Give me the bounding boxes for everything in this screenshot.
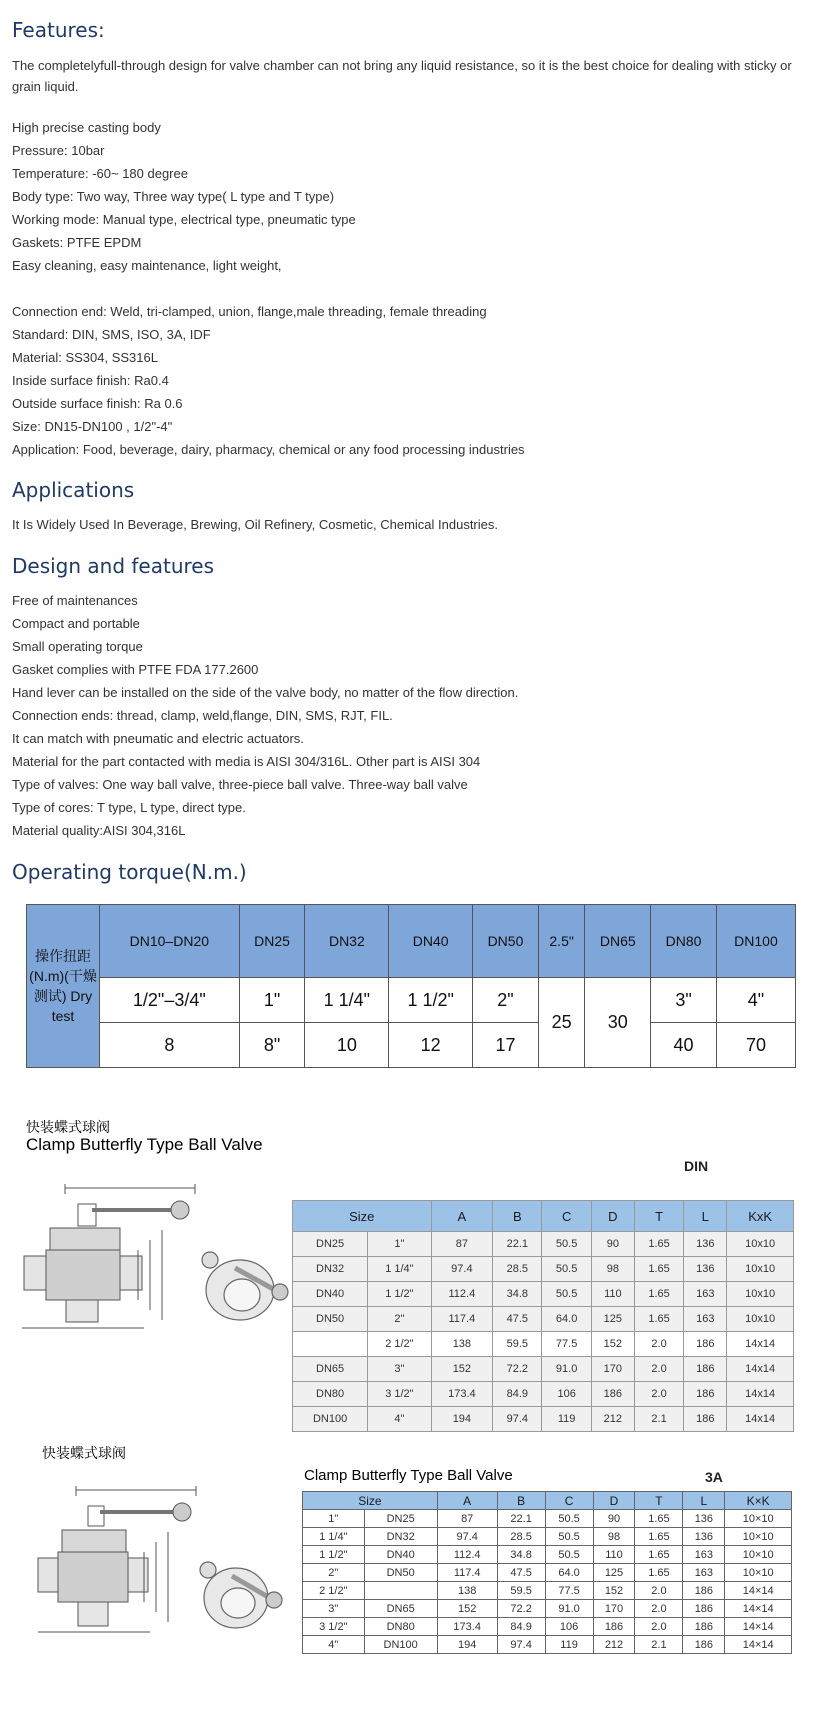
design-item: Type of valves: One way ball valve, three-piece ball valve. Three-way ball valve — [12, 777, 468, 792]
cell: 186 — [683, 1600, 725, 1618]
din-en-title: Clamp Butterfly Type Ball Valve — [26, 1135, 263, 1154]
cell: DN100 — [364, 1636, 437, 1654]
cell: 212 — [591, 1407, 634, 1432]
cell: 28.5 — [493, 1257, 542, 1282]
spec-header-cell: D — [593, 1492, 635, 1510]
cell: 110 — [593, 1546, 635, 1564]
table-row — [293, 1357, 794, 1382]
cell: 64.0 — [542, 1307, 591, 1332]
spec-header-cell: K×K — [725, 1492, 792, 1510]
cell: DN40 — [364, 1546, 437, 1564]
torque-value-cell: 10 — [305, 1023, 389, 1068]
torque-size-cell: 3" — [651, 978, 717, 1023]
cell: 194 — [437, 1636, 497, 1654]
cell: 10x10 — [727, 1257, 794, 1282]
cell: 186 — [684, 1332, 727, 1357]
cell: 125 — [593, 1564, 635, 1582]
spec-header-cell: L — [684, 1201, 727, 1232]
cell: 87 — [437, 1510, 497, 1528]
cell: 138 — [431, 1332, 493, 1357]
cell: 2.1 — [634, 1407, 683, 1432]
cell: 3 1/2" — [368, 1382, 431, 1407]
torque-size-cell: 1 1/2" — [389, 978, 473, 1023]
spec-header-cell: T — [635, 1492, 683, 1510]
cell: 14x14 — [727, 1357, 794, 1382]
torque-value-cell: 12 — [389, 1023, 473, 1068]
cell: 98 — [593, 1528, 635, 1546]
spec-header-cell: Size — [303, 1492, 438, 1510]
cell: 14×14 — [725, 1636, 792, 1654]
table-row — [293, 1257, 794, 1282]
torque-corner-label: 操作扭距(N.m)(干燥测试) Dry test — [27, 905, 100, 1068]
design-item: Hand lever can be installed on the side of the valve body, no matter of the flow direction. — [12, 685, 519, 700]
torque-size-cell: 1 1/4" — [305, 978, 389, 1023]
cell: 14x14 — [727, 1332, 794, 1357]
torque-header-cell: 2.5" — [538, 905, 585, 978]
cell: 50.5 — [542, 1257, 591, 1282]
feature-item: Inside surface finish: Ra0.4 — [12, 373, 169, 388]
cell: 2.1 — [635, 1636, 683, 1654]
cell: 77.5 — [545, 1582, 593, 1600]
feature-item: Working mode: Manual type, electrical type, pneumatic type — [12, 212, 356, 227]
cell: 106 — [542, 1382, 591, 1407]
cell: 152 — [431, 1357, 493, 1382]
cell: 117.4 — [437, 1564, 497, 1582]
cell: 186 — [684, 1382, 727, 1407]
cell: 14×14 — [725, 1582, 792, 1600]
design-item: Compact and portable — [12, 616, 140, 631]
table-row — [293, 1282, 794, 1307]
cell: DN40 — [293, 1282, 368, 1307]
feature-item: Application: Food, beverage, dairy, pharmacy, chemical or any food processing industries — [12, 442, 525, 457]
cell: 47.5 — [497, 1564, 545, 1582]
cell: 72.2 — [493, 1357, 542, 1382]
cell: 163 — [684, 1307, 727, 1332]
cell: 110 — [591, 1282, 634, 1307]
cell: 77.5 — [542, 1332, 591, 1357]
spec-header-cell: T — [634, 1201, 683, 1232]
cell: 163 — [683, 1564, 725, 1582]
cell: 97.4 — [437, 1528, 497, 1546]
cell: 50.5 — [542, 1282, 591, 1307]
cell: 186 — [591, 1382, 634, 1407]
cell: 186 — [683, 1582, 725, 1600]
cell: 91.0 — [545, 1600, 593, 1618]
feature-item: Standard: DIN, SMS, ISO, 3A, IDF — [12, 327, 211, 342]
cell: 4" — [368, 1407, 431, 1432]
design-item: Type of cores: T type, L type, direct type. — [12, 800, 246, 815]
din-cn-title: 快装蝶式球阀 — [26, 1120, 110, 1136]
design-item: Small operating torque — [12, 639, 143, 654]
cell: 2" — [368, 1307, 431, 1332]
cell: 2.0 — [635, 1582, 683, 1600]
torque-size-cell: 1" — [239, 978, 305, 1023]
cell: 1" — [368, 1232, 431, 1257]
cell — [293, 1332, 368, 1357]
valve-drawing-din — [20, 1180, 290, 1340]
table-row — [293, 1382, 794, 1407]
cell: 112.4 — [437, 1546, 497, 1564]
cell: DN25 — [364, 1510, 437, 1528]
a3-en-title: Clamp Butterfly Type Ball Valve — [304, 1467, 513, 1484]
cell: 2 1/2" — [303, 1582, 365, 1600]
cell: 3" — [303, 1600, 365, 1618]
cell: 2.0 — [634, 1332, 683, 1357]
cell: 14×14 — [725, 1618, 792, 1636]
cell: 1.65 — [635, 1564, 683, 1582]
cell: 90 — [591, 1232, 634, 1257]
cell: 106 — [545, 1618, 593, 1636]
spec-header-cell: C — [545, 1492, 593, 1510]
table-row — [303, 1618, 792, 1636]
cell: 3 1/2" — [303, 1618, 365, 1636]
torque-heading: Operating torque(N.m.) — [12, 860, 247, 884]
cell: 186 — [593, 1618, 635, 1636]
cell: DN32 — [293, 1257, 368, 1282]
cell: DN100 — [293, 1407, 368, 1432]
table-row — [303, 1528, 792, 1546]
torque-size-cell: 1/2"–3/4" — [100, 978, 240, 1023]
design-item: Material for the part contacted with media is AISI 304/316L. Other part is AISI 304 — [12, 754, 481, 769]
feature-item: Outside surface finish: Ra 0.6 — [12, 396, 183, 411]
torque-header-cell: DN40 — [389, 905, 473, 978]
cell: 1.65 — [634, 1232, 683, 1257]
cell: 152 — [593, 1582, 635, 1600]
cell: 91.0 — [542, 1357, 591, 1382]
cell: 4" — [303, 1636, 365, 1654]
spec-header-cell: C — [542, 1201, 591, 1232]
cell: 136 — [683, 1528, 725, 1546]
feature-item: Gaskets: PTFE EPDM — [12, 235, 142, 250]
cell: 47.5 — [493, 1307, 542, 1332]
cell: DN65 — [293, 1357, 368, 1382]
table-row — [303, 1546, 792, 1564]
features-heading: Features: — [12, 18, 105, 42]
torque-value-cell: 17 — [473, 1023, 539, 1068]
cell: 10x10 — [727, 1232, 794, 1257]
cell: 3" — [368, 1357, 431, 1382]
cell: 1.65 — [635, 1546, 683, 1564]
cell: 1.65 — [635, 1510, 683, 1528]
cell: 163 — [684, 1282, 727, 1307]
cell: DN50 — [293, 1307, 368, 1332]
cell: 186 — [683, 1636, 725, 1654]
cell: 2 1/2" — [368, 1332, 431, 1357]
cell: 2.0 — [635, 1618, 683, 1636]
cell: 10x10 — [727, 1307, 794, 1332]
cell: 119 — [545, 1636, 593, 1654]
spec-header-cell: KxK — [727, 1201, 794, 1232]
torque-value-cell: 8 — [100, 1023, 240, 1068]
cell: DN50 — [364, 1564, 437, 1582]
valve-drawing-3a — [36, 1480, 286, 1650]
cell: 98 — [591, 1257, 634, 1282]
torque-header-cell: DN50 — [473, 905, 539, 978]
torque-header-cell: DN10–DN20 — [100, 905, 240, 978]
feature-item: Temperature: -60~ 180 degree — [12, 166, 188, 181]
cell: 170 — [593, 1600, 635, 1618]
table-row — [303, 1510, 792, 1528]
cell: 2.0 — [634, 1382, 683, 1407]
torque-value-cell: 8" — [239, 1023, 305, 1068]
torque-value-cell: 70 — [716, 1023, 795, 1068]
feature-item: Material: SS304, SS316L — [12, 350, 158, 365]
cell: DN25 — [293, 1232, 368, 1257]
cell: 117.4 — [431, 1307, 493, 1332]
table-row — [303, 1636, 792, 1654]
cell: 22.1 — [497, 1510, 545, 1528]
design-item: Gasket complies with PTFE FDA 177.2600 — [12, 662, 259, 677]
cell: 14x14 — [727, 1382, 794, 1407]
cell: 10×10 — [725, 1510, 792, 1528]
cell: 2.0 — [634, 1357, 683, 1382]
cell: 112.4 — [431, 1282, 493, 1307]
cell: 1.65 — [634, 1282, 683, 1307]
torque-header-cell: DN32 — [305, 905, 389, 978]
cell: 1" — [303, 1510, 365, 1528]
spec-header-cell: D — [591, 1201, 634, 1232]
design-item: It can match with pneumatic and electric actuators. — [12, 731, 304, 746]
cell: 59.5 — [497, 1582, 545, 1600]
feature-item: Pressure: 10bar — [12, 143, 105, 158]
cell: 50.5 — [542, 1232, 591, 1257]
cell: 64.0 — [545, 1564, 593, 1582]
spec-header-cell: Size — [293, 1201, 432, 1232]
a3-standard-label: 3A — [705, 1469, 723, 1485]
cell: 87 — [431, 1232, 493, 1257]
din-standard-label: DIN — [684, 1158, 709, 1174]
spec-header-cell: B — [493, 1201, 542, 1232]
torque-merged-cell: 25 — [538, 978, 585, 1068]
cell: DN32 — [364, 1528, 437, 1546]
cell: 136 — [684, 1257, 727, 1282]
cell: 119 — [542, 1407, 591, 1432]
cell: 2" — [303, 1564, 365, 1582]
a3-spec-table — [302, 1491, 792, 1654]
din-spec-table — [292, 1200, 794, 1432]
cell: 173.4 — [437, 1618, 497, 1636]
spec-header-cell: B — [497, 1492, 545, 1510]
cell: 28.5 — [497, 1528, 545, 1546]
cell: 34.8 — [497, 1546, 545, 1564]
spec-header-cell: A — [437, 1492, 497, 1510]
spec-header-cell: L — [683, 1492, 725, 1510]
torque-table — [26, 904, 796, 1068]
table-row — [303, 1600, 792, 1618]
table-row — [293, 1307, 794, 1332]
torque-header-cell: DN65 — [585, 905, 651, 978]
feature-item: High precise casting body — [12, 120, 161, 135]
table-row — [303, 1582, 792, 1600]
cell: 1 1/4" — [368, 1257, 431, 1282]
cell: 1.65 — [635, 1528, 683, 1546]
cell: 1 1/4" — [303, 1528, 365, 1546]
cell: 90 — [593, 1510, 635, 1528]
spec-header-cell: A — [431, 1201, 493, 1232]
cell: 97.4 — [497, 1636, 545, 1654]
torque-header-cell: DN80 — [651, 905, 717, 978]
cell: 125 — [591, 1307, 634, 1332]
feature-item: Size: DN15-DN100 , 1/2"-4" — [12, 419, 173, 434]
cell: 10×10 — [725, 1546, 792, 1564]
design-item: Free of maintenances — [12, 593, 138, 608]
cell: 22.1 — [493, 1232, 542, 1257]
cell: 84.9 — [493, 1382, 542, 1407]
torque-header-cell: DN25 — [239, 905, 305, 978]
torque-size-cell: 4" — [716, 978, 795, 1023]
cell: 10×10 — [725, 1528, 792, 1546]
cell: 2.0 — [635, 1600, 683, 1618]
cell: 59.5 — [493, 1332, 542, 1357]
cell: 1.65 — [634, 1307, 683, 1332]
cell: 194 — [431, 1407, 493, 1432]
cell: 186 — [684, 1357, 727, 1382]
cell: 84.9 — [497, 1618, 545, 1636]
cell: 163 — [683, 1546, 725, 1564]
cell: 152 — [591, 1332, 634, 1357]
cell: 10×10 — [725, 1564, 792, 1582]
cell: 186 — [683, 1618, 725, 1636]
torque-header-cell: DN100 — [716, 905, 795, 978]
torque-size-cell: 2" — [473, 978, 539, 1023]
cell: 173.4 — [431, 1382, 493, 1407]
cell: 170 — [591, 1357, 634, 1382]
cell: 1 1/2" — [303, 1546, 365, 1564]
design-heading: Design and features — [12, 554, 215, 578]
design-list — [12, 589, 812, 842]
cell: 50.5 — [545, 1510, 593, 1528]
feature-item: Body type: Two way, Three way type( L type and T type) — [12, 189, 335, 204]
cell: 72.2 — [497, 1600, 545, 1618]
cell: 212 — [593, 1636, 635, 1654]
cell: 97.4 — [431, 1257, 493, 1282]
feature-item: Connection end: Weld, tri-clamped, union, flange,male threading, female threading — [12, 304, 487, 319]
features-list-1 — [12, 116, 812, 461]
design-item: Connection ends: thread, clamp, weld,flange, DIN, SMS, RJT, FIL. — [12, 708, 393, 723]
table-row — [293, 1407, 794, 1432]
a3-cn-title: 快装蝶式球阀 — [42, 1446, 126, 1462]
cell: 136 — [684, 1232, 727, 1257]
cell: 1 1/2" — [368, 1282, 431, 1307]
cell: 152 — [437, 1600, 497, 1618]
cell: 138 — [437, 1582, 497, 1600]
cell: 1.65 — [634, 1257, 683, 1282]
cell: 97.4 — [493, 1407, 542, 1432]
feature-item: Easy cleaning, easy maintenance, light weight, — [12, 258, 282, 273]
features-intro: The completelyfull-through design for valve chamber can not bring any liquid resistance, so it is the best choice for dealing with sticky or grain liquid. — [12, 58, 792, 94]
table-row — [303, 1564, 792, 1582]
cell: 10x10 — [727, 1282, 794, 1307]
cell: 136 — [683, 1510, 725, 1528]
cell: 34.8 — [493, 1282, 542, 1307]
design-item: Material quality:AISI 304,316L — [12, 823, 186, 838]
cell: 50.5 — [545, 1546, 593, 1564]
cell: 14x14 — [727, 1407, 794, 1432]
torque-merged-cell: 30 — [585, 978, 651, 1068]
torque-value-cell: 40 — [651, 1023, 717, 1068]
table-row — [293, 1332, 794, 1357]
cell: 14×14 — [725, 1600, 792, 1618]
cell: 50.5 — [545, 1528, 593, 1546]
cell: DN80 — [293, 1382, 368, 1407]
cell: DN65 — [364, 1600, 437, 1618]
applications-text: It Is Widely Used In Beverage, Brewing, Oil Refinery, Cosmetic, Chemical Industries. — [12, 517, 498, 532]
table-row — [293, 1232, 794, 1257]
cell: DN80 — [364, 1618, 437, 1636]
cell — [364, 1582, 437, 1600]
applications-heading: Applications — [12, 478, 135, 502]
cell: 186 — [684, 1407, 727, 1432]
